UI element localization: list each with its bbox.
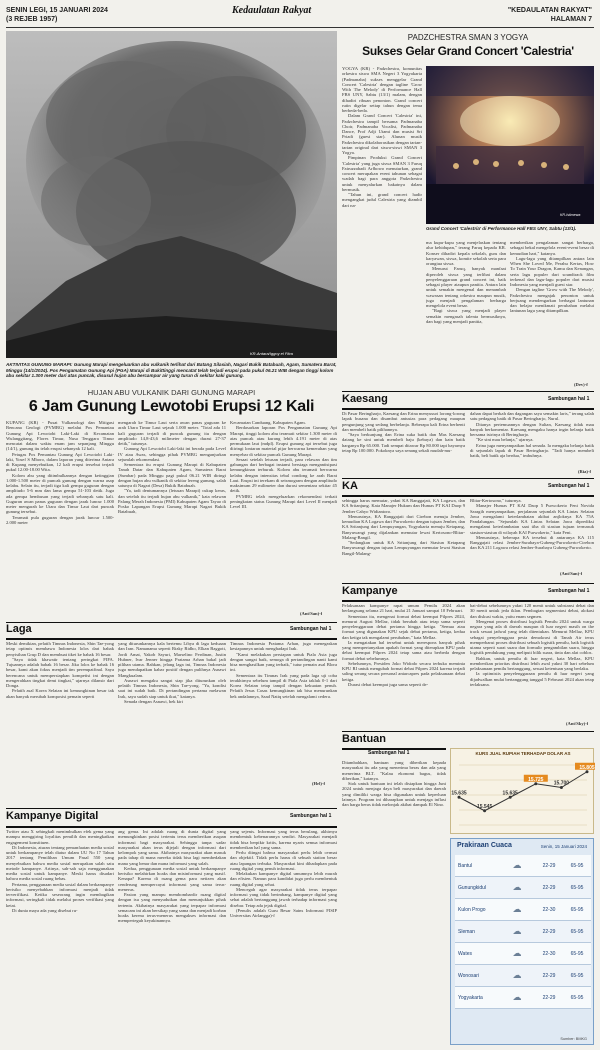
paragraph: Ia mengatakan hal tersebut untuk merespons banyak pihak yang mempertanyakan apakah format yang diterapkan KPU pada debat keempat Pilpres 2024 tetap sama atau berbeda dengan format debat sebelumnya. <box>342 639 465 661</box>
kaesang-rule <box>342 408 594 410</box>
kampanye-sig: (Ant/Sky)-f <box>566 721 589 726</box>
cuaca-city: Wates <box>458 950 472 957</box>
paragraph: "Ke sini mau belanja," ujarnya. <box>476 437 534 443</box>
cloud-rain-icon: ☁ <box>512 882 522 892</box>
smansa-kicker: PADZCHESTRA SMAN 3 YOGYA <box>407 33 529 42</box>
kaesang-sub: Sambungan hal 1 <box>548 396 590 402</box>
cuaca-temp: 22-30 <box>542 906 556 913</box>
rupiah-chart <box>450 748 594 834</box>
concert-caption: Grand Concert 'Calestria' di Performance Hall FBS UNY, Sabtu (13/1). <box>426 226 577 231</box>
paragraph: Melakukan kampanye digital umumnya lebih murah dan efisien. Namun para kandidat juga perlu membentuk ruang digital yang sehat. <box>230 871 337 887</box>
paragraph: Gunung Api Lewotobi Laki-laki ini berada pada Level IV atau Awas, sehingga pihak PVMBG menganjurkan sejumlah rekomendasi. <box>118 446 226 462</box>
paragraph: Erina juga menyampaikan hal senada. Ia mengaku belanja batik di sejumlah lapak di Pasar Beringharjo. "Tadi hanya membeli batik, beli batik aja berdua," imbuhnya. <box>470 442 594 458</box>
ka-topline <box>342 478 594 479</box>
laga-col3 <box>230 641 337 781</box>
paragraph: Durasi debat keempat juga sama seperti de- <box>348 681 429 687</box>
cuaca-temp: 22-29 <box>542 884 556 891</box>
kampanye-col2 <box>470 603 594 721</box>
concert-image <box>426 66 594 224</box>
ka-title: KA <box>342 480 358 492</box>
bantuan-title: Bantuan <box>342 733 386 745</box>
paragraph: mengarah ke Timur Laut serta awan panas guguran ke arah Utara Timur Laut sejauh 1.000 meter. "Total ada 11 kali guguran terjadi di puncak gunung itu dengan amplitudo 14,8-43,6 milimeter dengan durasi 27-37 detik," tutumya. <box>118 420 226 446</box>
paragraph: "Bagi siswa yang menjadi player semakin mengasah talenta bermusiknya, dan bagi yang menjadi panitia, <box>426 308 506 324</box>
paragraph: Sementara itu erupsi Gunung Marapi di Kabupaten Tanah Datar dan Kabupaten Agam, Sumatera Barat (Sumbar) pada Minggu pagi pukul 06.21 WIB diringi dengan hujan abu vulkanik di sekitar lereng gunung, salah satunya di Nagari (Desa) Bukik Batabuah. <box>118 462 226 488</box>
rupiah-label: 15.700 <box>553 780 570 787</box>
lewotobi-col3 <box>230 420 337 610</box>
paragraph: Senada dengan Asnawi, bek kiri <box>124 698 184 704</box>
paragraph: yang sejenis. Informasi yang terus berulang, akhirnya membentuk kebenarannya sendiri. Masyarakat menjadi tidak bisa berpikir kritis, karena nyaris semua informasi memberikan hal yang sama. <box>230 829 337 850</box>
cloud-rain-icon: ☁ <box>512 860 522 870</box>
paragraph: Kedua, penggunaan media sosial untuk berkampanye berisiko melahirkan hoaks dan misinformasi yang masif. Kenapa? Karena di ruang gema para netizen akan cenderung mempercayai informasi yang sama terus-menerus. <box>118 865 226 892</box>
paragraph: Menurutnya, beberapa KA tersebut di antaranya KA 115 Ranggajati relasi Jember-Surabaya-Gubeng-Purwokerto-Cirebon dan KA 211 Logawa relasi Jember-Surabaya Gubeng-Purwokerto. <box>470 534 594 551</box>
paragraph: Pimpinan Produksi Grand Concert 'Calestria' yang juga siswa SMAN 3 Faruq Fairuzzabadi Arfbowo menuturkan, grand concert merupakan event tahunan sebagai wadah bagi para anggota Padzchestra untuk menyalurkan bakatnya dalam bermusik. <box>342 155 422 192</box>
paragraph: Sementara itu, mengenai format debat keempat Pilpres 2024, menurut August Mellaz, tidak berubah atau tetap sama seperti penyelenggaraan debat pertama hingga ketiga. "Semua atau format yang digunakan KPU sejak debat pertama, ketiga, kedua dan ketiga tak mengalami perubahan," kata Mellaz. <box>342 613 465 640</box>
paragraph: Kolom abu yang ditimbulkannya dengan ketinggian 1.000-1.500 meter di puncak gunung dengan warna asap kelabu. Selain itu, terjadi tiga kali gempa guguran dengan amplitudo 5-6 mm dan lama gempa 51-103 detik. Juga ada gempa hembusan yang terjadi sebanyak satu kali. Guguran awan panas guguran dengan jarak luncur 1.000 meter mengarah ke Utara dan Timur Laut dari puncak gunung tersebut. <box>6 472 114 515</box>
kaesang-col2 <box>470 411 594 469</box>
cuaca-row <box>455 855 591 877</box>
rupiah-chart-title: KURS JUAL RUPIAH TERHADAP DOLAR AS <box>475 751 571 756</box>
lewotobi-kicker: HUJAN ABU VULKANIK DARI GUNUNG MARAPI <box>87 388 256 397</box>
paragraph: Pelatih asal Korea Selatan ini kemungkinan besar tak akan banyak merubah komposisi pemain seperti <box>6 688 114 699</box>
laga-sub: Sambungan hal 1 <box>290 626 332 632</box>
cloud-rain-icon: ☁ <box>512 926 522 936</box>
paragraph: Bahkan, untuk pemilu di luar negeri, kata Mellaz, KPU memberikan prioritas distribusi lebih awal yakni 30 hari sebelum pelaksanaan pemilu bertanggung, sesuai ketentuan yang berlaku. <box>470 655 594 671</box>
paragraph: Berdasarkan laporan Pos Pengamatan Gunung Api Marapi, tinggi kolom abu teramati sekitar 1.300 meter di atas puncak atau kurang lebih 4.191 meter di atas permukaan laut (mdpl). Erupsi gunung api tersebut juga diiringi lontaran material pijar berwarna kemerahan yang menyebar di sekitar puncak Gunung Marapi. <box>230 425 337 457</box>
paragraph: Asnawi mengaku sangat siap jika diturunkan oleh pelatih Timnas Indonesia, Shin Tae-yong. "Ya, kondisi saat ini sudah baik. Di pertandingan pertama melawan Irak, saya sudah siap untuk ikut," katanya. <box>118 677 226 699</box>
paragraph: PVMBG telah mengeluarkan rekomendasi terkait peningkatan status Gunung Marapi dari Level II menjadi Level III. <box>230 493 337 509</box>
paragraph: ang gema. Ini adalah ruang di dunia digital yang memungkinkan posisi tertentu terus memberikan asupan informasi bagi masyarakat. Sehingga tanpa sadar masyarakat akan terus dijejali dengan informasi dari kelompok yang sama. Akibatnya masyarakat akan masuk pada tahap di mana mereka tidak bisa lagi membedakan mana yang benar dan mana informasi yang salah. <box>118 829 226 866</box>
paragraph: Timnas Indonesia Pratama Arhan, juga menegaskan kesiapannya untuk menghadapi Irak. <box>230 641 337 652</box>
cuaca-row <box>455 965 591 987</box>
paragraph: Pertama, penggunaan media sosial dalam berkampanye berisiko menyebabkan informasi menjadi tidak terverifikasi. Ketika seseorang ingin membagikan informasi, seringkali tidak melalui proses verifikasi yang ketat. <box>6 881 114 908</box>
cloud-rain-icon: ☁ <box>512 970 522 980</box>
rupiah-label: 15.545 <box>476 803 493 810</box>
smansa-headline: Sukses Gelar Grand Concert 'Calestria' <box>362 44 574 58</box>
laga-rule <box>6 638 337 640</box>
paragraph: Blitar-Kertosono," tuturnya. <box>470 498 522 503</box>
cloud-rain-icon: ☁ <box>512 948 522 958</box>
paragraph: dahan dapat berkah dan dagangan saya semakin laris," terang salah satu pedagang batik di Pasar Beringharjo, Nurul. <box>470 411 594 422</box>
kd-col1 <box>6 829 114 1045</box>
paragraph: "Sedangkan untuk KA Sritanjung dari Stasiun Ketapang Banyuwangi dengan tujuan Lempuyangan memutar lewat Stasiun Bangil-Malang- <box>342 540 465 556</box>
ka-sub: Sambungan hal 1 <box>548 483 590 489</box>
kampanye-title: Kampanye <box>342 585 398 597</box>
paragraph: Ditambahkan, bantuan yang diberikan kepada masyarakat itu ada yang menerima beras dan ada yang menerima BLT. "Kalau ekonomi bagus, tidak diberikan," katanya. <box>342 760 446 781</box>
cuaca-temp: 22-29 <box>542 862 556 869</box>
ka-rule <box>342 495 594 497</box>
paragraph: Di Indonesia, aturan tentang pemanfaatan media sosial untuk berkampanye telah diatur dalam UU No 17 Tahun 2017 tentang Pemilihan Umum Pasal 550 yang menyebutkan bahwa media sosial merupakan salah satu metode kampanye. Artinya, sah-sah saja menggunakan media sosial untuk kampanye. Meski harus disadari bahwa media sosial ruang bebas. <box>6 844 114 882</box>
paragraph: sehingga harus memutar, yakni KA Ranggajati, KA Logawa, dan KA Sritanjung. Kata Manajer Hukum dan Humas PT KAI Daop 9 Jember Cahyo Widiantoro. <box>342 498 465 514</box>
paragraph: Pasion yang mampu membombardir ruang digital dengan isu yang menyudutkan dan menunjukkan pihak tertentu. Akibatnya masyarakat yang terpapar informasi semacam ini akan bersikap yang sama dan menjadi korban hoaks kerena terus-menerus mengakses informasi dan memperteguh keyakinannya. <box>118 892 226 924</box>
paragraph: Sesaat setelah letusan terjadi, para relawan dan tim gabungan dari berbagai instansi bersiaga mengantisipasi kemungkinan terburuk. Kolom abu teramati berwarna kelabu dengan intensitas tebal condong ke arah Barat Laut. Erupsi ini terekam di seismogram dengan amplitudo maksimum 29 milimeter dan durasi sementara sekitar 45 detik. <box>230 456 337 494</box>
cuaca-title: Prakiraan Cuaca <box>457 842 512 849</box>
smansa-col1-text <box>342 66 422 208</box>
cuaca-city: Gunungkidul <box>458 884 487 891</box>
paragraph: Meski demikian, pelatih Timnas Indonesia, Shin Tae-yong tetap optimis membawa Indonesia lolos dari babak penyisihan Grup D dan membuat tiket ke babak 16 besar. <box>6 641 114 657</box>
paragraph: KUPANG (KR) - Pusat Vulkanologi dan Mitigasi Bencana Geologi (PVMBG) melalui Pos Pemantau Gunung Api Lewotobi Laki-Laki di Kecamatan Wulanggitang, Flores Timur, Nusa Tenggara Timur mencatat dalam waktu enam jam sepanjang Minggu (14/1), gunung itu telah erupsi sebanyak 12 kali. <box>6 420 114 452</box>
bantuan-col1 <box>342 760 446 1045</box>
volcano-caption: AKTIVITAS GUNUNG MARAPI: Gunung Marapi mengeluarkan abu vulkanik terlihat dari Batang Silasiah, Nagari Bukik Batabuah, Agam, Sumatera Barat, Minggu (14/1/2024). Pos Pengamatan Gunung Api (PGA) Marapi di Bukittinggi mencatat telah terjadi erupsi pada pukul 06.21 WIB dengan tinggi kolom abu sekitar 1.300 meter dari atas puncak, disusul hujan abu bercampur air yang turun di sekitar kaki gunung. <box>6 362 337 378</box>
cuaca-city: Wonosari <box>458 972 480 979</box>
kampanye-sub: Sambungan hal 1 <box>548 588 590 594</box>
rupiah-label: 15.805 <box>579 764 595 771</box>
paragraph: Ia optimistis penyelenggaraan pemilu di luar negeri yang dijadwalkan mulai bertanggung tanggal 5 Februari 2024 akan tetap terlaksana. <box>470 671 594 687</box>
paragraph: (Penulis adalah Guru Besar Sains Informasi FISIP Universitas Airlangga)-f <box>230 907 337 918</box>
paragraph: Sebelumnya, Presiden Joko Widodo secara terbuka meminta KPU RI untuk mengubah format debat Pilpres 2024 karena terjadi saling serang secara personal antarcapres pada pelaksanaan debat ketiga. <box>342 660 465 682</box>
laga-title: Laga <box>6 623 32 635</box>
paragraph: "Saya berkunjung dan Erina suka batik dan Mas Kaesang datang ke sini untuk membeli baju (kebaya) dan kain batik harganya Rp 65.000. Tadi sempat ditawar Rp 80.000 tapi bayarnya tetap Rp 100.000. Pokoknya saya senang sekali mudah-mu- <box>342 432 465 453</box>
cuaca-row <box>455 899 591 921</box>
paragraph: Menurutnya, KA Ranggajati dari Cirebon menuju Jember, kemudian KA Logawa dari Purwokerto dengan tujuan Jember, dan KA Sritanjung dari Lempuyangan, Yogyakarta menuju Ketapang, Banyuwangi yang dijalankan memutar lewat Kertosono-Blitar-Malang-Bangil. <box>342 513 465 540</box>
kampanye-topline <box>342 583 594 584</box>
volcano-credit: KR-Antara/Iggoy el Fitra <box>250 351 293 356</box>
volcano-image <box>6 31 337 358</box>
kd-col2 <box>118 829 226 1045</box>
kaesang-sig: (Ria)-f <box>578 469 592 474</box>
paragraph: "Tahun ini, grand concert hadir mengangkat judul Calestria yang diambil dari na- <box>342 192 422 208</box>
paragraph: Petugas Pos Pemantau Gunung Api Lewotobi Laki-laki, Yosef S Mboro, dalam laporan yang diterima Antara di Kupang menyebutkan, 12 kali erupsi tersebut terjadi pukul 12.00-18.00 Wita. <box>6 451 114 473</box>
cuaca-city: Yogyakarta <box>458 994 483 1001</box>
kaesang-col1 <box>342 411 465 477</box>
cuaca-table <box>455 855 591 1009</box>
paragraph: YOGYA (KR) - Padzchestra, komunitas orkestra siswa SMA Negeri 3 Yogyakarta (Padmanaba) sukses menggelar Grand Concert 'Calestria' dengan tagline 'Grow With The Melody' di Performance Hall FBS UNY, Sabtu (13/1) malam, dengan dihadiri ribuan penonton. Grand concert rutin digelar setiap tahun dengan tema berbeda-beda. <box>342 66 422 113</box>
laga-col2 <box>118 641 226 789</box>
cuaca-humidity: 65-95 <box>570 862 584 869</box>
kampanye-digital-title: Kampanye Digital <box>6 810 99 822</box>
paragraph: yang diturunkannya kala bertemu Libya di laga keduaan dan Iran. Namanama seperti Rizky Ridho, Elkan Baggott, Jordi Amat, Yakob Sayuri, Marselino Ferdinan, Justin Hubner, Ivar Jenner hingga Pratama Arhan bakal jadi pilihan utama. Bahkan, jelang laga ini, Timnas Indonesia juga mendapatkan kabar positif dengan pulihnya Asnawi Mangkualam. <box>118 641 226 678</box>
lewotobi-col2 <box>118 420 226 620</box>
ka-col2 <box>470 498 594 570</box>
paragraph: Lagu-lagu yang ditampilkan antara lain When She Loved Me, Perahu Kertas, How To Train Your Dragon, Kamu dan Kenangan, serta lagu populer dari soundtrack film terkenal dan lagu-lagu populer dari musisi Indonesia yang menjadi guest star. <box>510 255 594 287</box>
paragraph: memberikan pengalaman sangat berharga, sebagai bekal mengelola event-event besar di kemudian hari," katanya. <box>510 240 594 256</box>
kd-rule <box>6 826 337 828</box>
rupiah-plot <box>451 759 595 835</box>
bantuan-sub: Sambungan hal 1 <box>368 750 410 756</box>
cuaca-box <box>450 838 594 1045</box>
concert-credit: KR-Istimewa <box>560 213 581 217</box>
cuaca-row <box>455 943 591 965</box>
cuaca-city: Sleman <box>458 928 475 935</box>
volcano-photo <box>6 31 337 358</box>
cuaca-city: Bantul <box>458 862 473 869</box>
lewotobi-sig: (Ant/San)-f <box>300 611 323 616</box>
smansa-sig: (Dev)-f <box>574 382 588 387</box>
paragraph: ma kupu-kupu yang menjelaskan tentang alur kehidupan," terang Faruq kepada KR. Konser dihadiri kepala sekolah, guru dan karyawan, siswa, komite sekolah serta para orangtua siswa. <box>426 240 506 266</box>
smansa-col3 <box>510 240 594 385</box>
cuaca-credit: Sumber: BMKG <box>560 1037 587 1041</box>
paragraph: bat-debat sebelumnya yakni 120 menit untuk substansi debat dan 30 menit untuk jeda iklan. Pembagian segmentasi debat, alokasi dan diskusi waktu, yaitu enam segmen. <box>470 603 594 619</box>
paragraph: Teramati pula guguran dengan jarak luncur 1.500-2.000 meter <box>6 514 114 525</box>
paragraph: Dengan tagline 'Grow with The Melody', Padzchestra mengajak penonton untuk berjuang mendengarkan berbagai lantunan dan belajar menikmati perubahan melalui lantunan lagu yang ditampilkan. <box>510 287 594 314</box>
paragraph: Mencegah agar masyarakat tidak terus terpapar informasi yang tidak berimbang, kampanye digital yang sehat adalah bertanggung jawab terhadap informasi yang disebar. Tetap ada jejak digital. <box>230 886 337 908</box>
paragraph: Kecamatan Canduang, Kabupaten Agam. <box>230 420 306 425</box>
paragraph: Di Pasar Beringharjo, Kaesang dan Erina menyusuri lorong-lorong lapak busana dan disambut antusias para pedagang maupun pengunjung yang sedang berbelanja. Beberapa kali Erina berhenti dan membeli batik pilihannya. <box>342 411 465 432</box>
cloud-rain-icon: ☁ <box>512 992 522 1002</box>
cuaca-temp: 22-29 <box>542 928 556 935</box>
paragraph: Twitter atau X sehingkali menimbulkan efek gema yang mampu menggiring loyalitas pemilih dan meningkatkan engagement konstituen. <box>6 829 114 845</box>
masthead-logo: Kedaulatan Rakyat <box>232 5 312 16</box>
lewotobi-headline: 6 Jam Gunung Lewotobi Erupsi 12 Kali <box>28 398 315 415</box>
paragraph: Perlu diingat bahwa masyarakat perlu lebih cermat dan objektif. Tidak perlu harus di sebuah station besar atau lapangan terbuka. Masyarakat kini dihadapkan pada ruang digital yang penuh informasi. <box>230 850 337 871</box>
cuaca-humidity: 65-95 <box>570 994 584 1001</box>
laga-col1 <box>6 641 114 789</box>
paragraph: "Ya, tadi dentumannya (letusan Marapi) cukup keras, dan setelah itu terjadi hujan abu vulkanik," kata relawan Palang Merah Indonesia (PMI) Kabupaten Agam Tayao di Posko Lapangan Erupsi Gunung Marapi Nagari Bukik Batabuah, <box>118 488 226 515</box>
cloud-rain-icon: ☁ <box>512 904 522 914</box>
lewotobi-col1 <box>6 420 114 620</box>
paragraph: Stok untuk bantuan ini telah disiapkan hingga Juni 2024 untuk menjaga daya beli masyarakat dan daerah yang dimiliki warga bisa digunakan untuk keperluan lainnya. Program ini diharapkan untuk menjaga inflasi dan harga beras tidak melonjak akibat dampak El Nino. <box>342 781 446 807</box>
cuaca-city: Kulon Progo <box>458 906 486 913</box>
cuaca-humidity: 65-95 <box>570 972 584 979</box>
kampanye-col1 <box>342 603 465 727</box>
concert-photo <box>426 66 594 224</box>
laga-sig: (Hrl)-f <box>312 781 326 786</box>
header-rule <box>6 27 594 28</box>
ka-sig: (Ant/San)-f <box>560 571 583 576</box>
bantuan-topline <box>342 731 594 732</box>
laga-topline <box>6 622 337 623</box>
cuaca-humidity: 65-95 <box>570 928 584 935</box>
bantuan-rule <box>342 748 446 750</box>
rupiah-label: 15.635 <box>451 790 467 797</box>
paragraph: Dalam Grand Concert 'Calestria' ini, Padzchestra tampil bersama Padmanaba Choir, Padmanaba Vocalist, Padmanaba Dance, Prof Adji Utami dan musisi Sri Priadi (guest star). Alunan musik Padzchestra dikolaborasikan dengan tarian-tarian original dari siswa-siswi SMAN 3 Yogya. <box>342 113 422 155</box>
header-page: "KEDAULATAN RAKYAT" HALAMAN 7 <box>507 7 592 23</box>
cuaca-date: Senin, 15 Januari 2024 <box>540 844 587 849</box>
kampanye-rule <box>342 600 594 602</box>
cuaca-humidity: 65-95 <box>570 884 584 891</box>
cuaca-humidity: 65-95 <box>570 906 584 913</box>
paragraph: Mengenai proses distribusi logistik Pemilu 2024 untuk warga negara yang ada di daerah maupun di luar negeri masih on the track sesuai jadwal yang telah ditentukan. Menurut Mellaz, KPU sebagai penyelenggara pesta demokrasi di Tanah Air terus memperbarui proses distribusi sebuah logistik pemilu, baik logistik utama seperti surat suara dan formulir pengambilan suara, hingga logistik pendukung yang meliputi bilik suara, tinta dan alat coblos. <box>470 618 594 656</box>
smansa-col1a <box>342 66 422 240</box>
kd-col3 <box>230 829 337 1045</box>
cuaca-row <box>455 877 591 899</box>
kaesang-topline <box>342 391 594 392</box>
paragraph: Ditanya pertemuannya dengan Sultan, Kaesang tidak mau banyak berkomentar. Kaesang mengaku hanya ingin belanja batik bersama istrinya di Beringharjo. <box>470 421 594 437</box>
cuaca-row <box>455 921 591 943</box>
kampanye-digital-sub: Sambungan hal 1 <box>290 813 332 819</box>
rupiah-label: 15.725 <box>528 776 544 783</box>
rupiah-label: 15.635 <box>502 790 518 797</box>
paragraph: "Saya tidak khawatir tentang peringkat FIFA. Tujuannya adalah babak 16 besar. Jika lolos ke babak 16 besar, kami akan fokus menjadi tim perempatfinal. Saya berencana untuk mempersiapkan kompetisi ini dengan mengerahkan tingkat demi tingkat," ujarnya dilansir dari Donga. <box>6 656 114 688</box>
kd-topline <box>6 808 337 809</box>
cuaca-row <box>455 987 591 1009</box>
paragraph: Manajer Humas PT KAI Daop 5 Purwokerto Feni Novida Saragih menyampaikan, perjalanan sejumlah KA Lintas Selatan Jawa mengalami keterlambatan akibat anjloknya KA 75A Pandalungan. "Sejumlah KA Lintas Selatan Jawa diprediksi mengalami keterlambatan saat tiba di stasiun tujuan termasuk stasiun-stasiun di wilayah KAI Purwokerto," kata Feni. <box>470 503 594 535</box>
ka-col1 <box>342 498 465 578</box>
header-date: SENIN LEGI, 15 JANUARI 2024 (3 REJEB 1957) <box>6 7 108 23</box>
paragraph: "Kami melakukan persiapan untuk Piala Asia juga dengan sangat baik, semoga di pertandingan nanti kami bisa menghasilkan yang terbaik," tutur pemain asal Blora ini. <box>230 651 337 673</box>
cuaca-temp: 22-29 <box>542 994 556 1001</box>
cuaca-temp: 22-29 <box>542 972 556 979</box>
smansa-col2 <box>426 240 506 390</box>
paragraph: Sementara itu Timnas Irak yang pada laga uji coba terakhirnya sebelum tampil di Piala Asia takluk 0-1 dari Korea Selatan tetap tampil dengan kekuatan penuh. Pelatih Jesus Casas kemungkinan tak bisa menurunkan bek andalannya, Saad Natiq setelah mengalami cedera. <box>230 672 337 699</box>
paragraph: Di dunia maya ada yang disebut ru- <box>12 907 78 913</box>
cuaca-temp: 22-30 <box>542 950 556 957</box>
kaesang-title: Kaesang <box>342 393 388 405</box>
cuaca-humidity: 65-95 <box>570 950 584 957</box>
paragraph: Pelaksanaan kampanye rapat umum Pemilu 2024 akan berlangsung selama 21 hari, mulai 21 Januari sampai 10 Februari. <box>342 603 465 614</box>
paragraph: Menurut Faruq, banyak manfaat diperoleh siswa yang terlibat dalam penyelenggaraan grand concert ini, baik sebagai player ataupun panitia. Antara lain untuk semakin mengenal dan menambah wawasan tentang orkestra maupun musik, juga menjadi pengalaman berharga mengelola event besar. <box>426 266 506 308</box>
